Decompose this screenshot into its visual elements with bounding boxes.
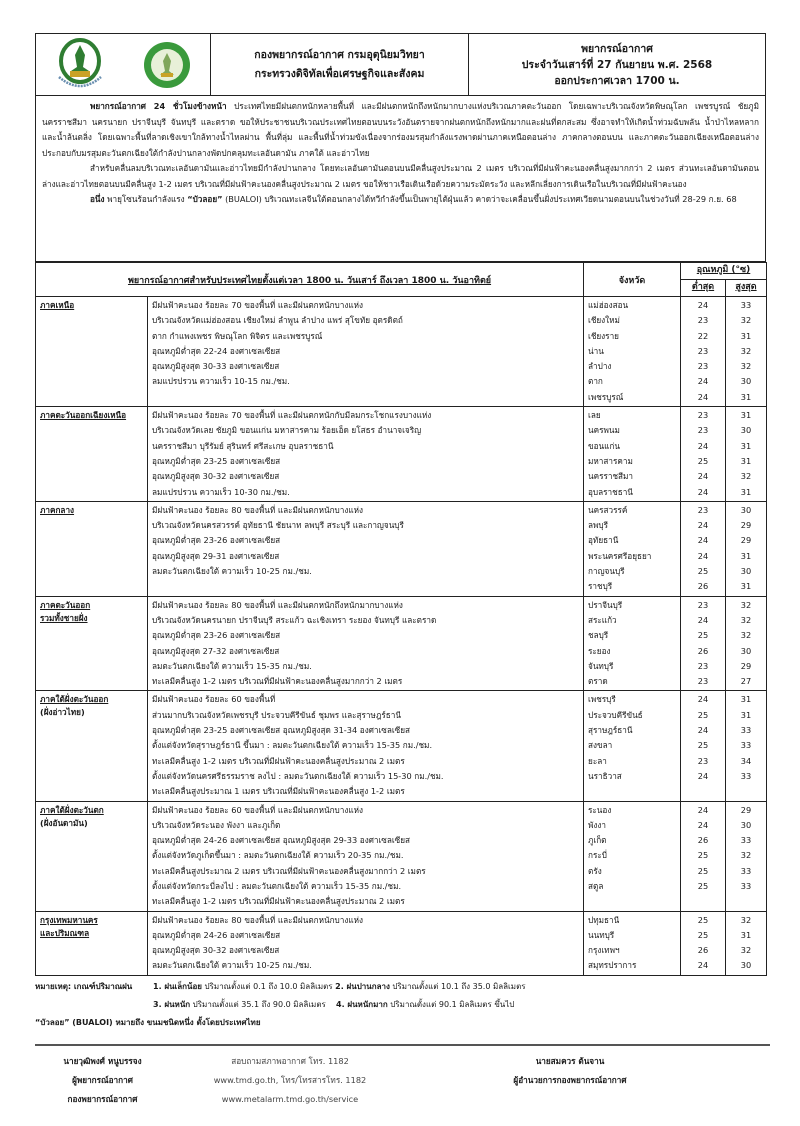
forecast-line: ลมตะวันตกเฉียงใต้ ความเร็ว 15-35 กม./ชม.: [152, 660, 312, 671]
forecaster-role: ผู้พยากรณ์อากาศ: [72, 1075, 133, 1085]
min-header: ต่ำสุด: [681, 280, 726, 297]
max-temp: 33: [740, 835, 752, 846]
forecast-summary: [35, 96, 766, 262]
ministry-logo: [142, 39, 192, 91]
province-list: [584, 501, 681, 596]
min-temp-list: [681, 911, 726, 975]
min-temp: 22: [697, 330, 709, 341]
forecast-line: อุณหภูมิต่ำสุด 23-26 องศาเซลเซียส: [152, 535, 281, 546]
forecast-line: บริเวณจังหวัดระนอง พังงา และภูเก็ต: [152, 819, 281, 830]
forecast-line: มีฝนฟ้าคะนอง ร้อยละ 80 ของพื้นที่ และมีฝนตกหนักบางแห่ง: [152, 914, 364, 925]
province-name: สุราษฎร์ธานี: [588, 725, 633, 736]
forecast-line: ตั้งแต่จังหวัดสุราษฎร์ธานี ขึ้นมา : ลมตะวันตกเฉียงใต้ ความเร็ว 15-35 กม./ชม.: [152, 740, 433, 751]
max-temp: 30: [740, 645, 752, 656]
rain-level-1-text: ปริมาณตั้งแต่ 0.1 ถึง 10.0 มิลลิเมตร: [202, 981, 336, 991]
forecast-line: มีฝนฟ้าคะนอง ร้อยละ 70 ของพื้นที่ และมีฝนตกหนักกับมีลมกระโชกแรงบางแห่ง: [152, 410, 432, 421]
region-forecast: [148, 407, 584, 502]
max-temp: 32: [740, 630, 752, 641]
min-temp: 24: [697, 520, 709, 531]
rain-level-2: 2. ฝนปานกลาง: [335, 981, 390, 991]
region-forecast: [148, 596, 584, 691]
province-name: นครราชสีมา: [588, 471, 634, 482]
forecast-line: บริเวณจังหวัดนครสวรรค์ อุทัยธานี ชัยนาท ลพบุรี สระบุรี และกาญจนบุรี: [152, 520, 404, 531]
province-name: กาญจนบุรี: [588, 566, 625, 577]
region-name: ภาคใต้ฝั่งตะวันตก: [40, 804, 104, 815]
region-cell: [36, 596, 148, 691]
min-temp: 23: [697, 599, 709, 610]
province-list: [584, 297, 681, 407]
province-list: [584, 596, 681, 691]
min-temp: 24: [697, 550, 709, 561]
region-row: [36, 297, 767, 407]
forecast-line: ลมตะวันตกเฉียงใต้ ความเร็ว 10-25 กม./ชม.: [152, 960, 312, 971]
rain-level-3: 3. ฝนหนัก: [153, 999, 191, 1009]
forecast-line: อุณหภูมิต่ำสุด 23-25 องศาเซลเซียส: [152, 455, 281, 466]
rain-level-3-text: ปริมาณตั้งแต่ 35.1 ถึง 90.0 มิลลิเมตร: [190, 999, 326, 1009]
province-name: ภูเก็ต: [588, 835, 607, 846]
max-temp: 32: [740, 471, 752, 482]
forecast-line: ตั้งแต่จังหวัดนครศรีธรรมราช ลงไป : ลมตะวันตกเฉียงใต้ ความเร็ว 15-30 กม./ชม.: [152, 770, 444, 781]
region-row: [36, 596, 767, 691]
min-temp: 23: [697, 361, 709, 372]
region-cell: [36, 801, 148, 911]
min-temp: 24: [697, 819, 709, 830]
forecast-line: บริเวณจังหวัดแม่ฮ่องสอน เชียงใหม่ ลำพูน ลำปาง แพร่ สุโขทัย อุตรดิตถ์: [152, 315, 403, 326]
max-temp: 30: [740, 819, 752, 830]
max-temp-list: [726, 691, 767, 801]
region-forecast: [148, 297, 584, 407]
min-temp: 24: [697, 770, 709, 781]
forecast-line: อุณหภูมิสูงสุด 27-32 องศาเซลเซียส: [152, 645, 280, 656]
max-temp: 31: [740, 455, 752, 466]
max-temp: 31: [740, 440, 752, 451]
forecast-line: ทะเลมีคลื่นสูง 1-2 เมตร บริเวณที่มีฝนฟ้าคะนองคลื่นสูงประมาณ 2 เมตร: [152, 755, 405, 766]
max-temp: 31: [740, 581, 752, 592]
region-row: [36, 911, 767, 975]
min-temp: 24: [697, 486, 709, 497]
min-temp: 23: [697, 345, 709, 356]
max-temp: 30: [740, 504, 752, 515]
forecaster-name: นายวุฒิพงศ์ หนูบรรจง: [63, 1056, 142, 1066]
province-list: [584, 407, 681, 502]
forecast-line: ทะเลมีคลื่นสูงประมาณ 2 เมตร บริเวณที่มีฝนฟ้าคะนองคลื่นสูงมากกว่า 2 เมตร: [152, 865, 426, 876]
min-temp: 25: [697, 914, 709, 925]
province-name: สงขลา: [588, 740, 613, 751]
min-temp-list: [681, 407, 726, 502]
min-temp: 23: [697, 676, 709, 687]
contact-website[interactable]: www.tmd.go.th, โทร/โทรสารโทร. 1182: [213, 1075, 367, 1085]
region-subname: และปริมณฑล: [40, 927, 90, 938]
min-temp: 23: [697, 504, 709, 515]
province-name: ตราด: [588, 676, 608, 687]
province-name: จันทบุรี: [588, 660, 614, 671]
province-name: ปราจีนบุรี: [588, 599, 623, 610]
min-temp: 24: [697, 694, 709, 705]
storm-definition: ขนมชนิดหนึ่ง ตั้งโดยประเทศไทย: [143, 1017, 261, 1027]
forecast-line: ลมแปรปรวน ความเร็ว 10-15 กม./ชม.: [152, 376, 290, 387]
director-name: นายสมควร ต้นจาน: [535, 1056, 605, 1066]
province-list: [584, 911, 681, 975]
region-cell: [36, 297, 148, 407]
min-temp-list: [681, 297, 726, 407]
region-cell: [36, 911, 148, 975]
rain-level-2-text: ปริมาณตั้งแต่ 10.1 ถึง 35.0 มิลลิเมตร: [389, 981, 526, 991]
forecast-line: อุณหภูมิสูงสุด 30-32 องศาเซลเซียส: [152, 471, 280, 482]
forecast-line: ตั้งแต่จังหวัดภูเก็ตขึ้นมา : ลมตะวันตกเฉียงใต้ ความเร็ว 20-35 กม./ชม.: [152, 850, 404, 861]
temperature-header: อุณหภูมิ (°ซ): [681, 263, 767, 280]
region-forecast: [148, 691, 584, 801]
region-name: ภาคตะวันออก: [40, 599, 91, 610]
region-name: ภาคใต้ฝั่งตะวันออก: [40, 694, 109, 705]
region-row: [36, 691, 767, 801]
min-temp: 24: [697, 391, 709, 402]
region-forecast: [148, 801, 584, 911]
min-temp: 24: [697, 376, 709, 387]
max-temp: 33: [740, 300, 752, 310]
min-temp: 25: [697, 880, 709, 891]
forecast-line: อุณหภูมิต่ำสุด 24-26 องศาเซลเซียส อุณหภูมิสูงสุด 29-33 องศาเซลเซียส: [152, 835, 411, 846]
doc-title: พยากรณ์อากาศ: [581, 42, 653, 55]
min-temp: 25: [697, 865, 709, 876]
province-name: ระนอง: [588, 804, 612, 815]
min-temp: 23: [697, 410, 709, 421]
province-name: นนทบุรี: [588, 929, 615, 940]
forecast-line: บริเวณจังหวัดนครนายก ปราจีนบุรี สระแก้ว ฉะเชิงเทรา ระยอง จันทบุรี และตราด: [152, 614, 437, 625]
forecast-line: มีฝนฟ้าคะนอง ร้อยละ 60 ของพื้นที่ และมีฝนตกหนักบางแห่ง: [152, 804, 364, 815]
province-list: [584, 691, 681, 801]
max-temp: 33: [740, 740, 752, 751]
min-temp: 24: [697, 614, 709, 625]
region-row: [36, 501, 767, 596]
max-temp: 29: [740, 535, 752, 546]
max-temp: 34: [740, 755, 752, 766]
province-name: เลย: [588, 410, 601, 421]
region-name: ภาคเหนือ: [40, 300, 75, 310]
director-role: ผู้อำนวยการกองพยากรณ์อากาศ: [513, 1075, 627, 1085]
region-cell: [36, 691, 148, 801]
signature-footer: [35, 1044, 770, 1109]
province-name: เชียงใหม่: [588, 315, 620, 326]
min-temp: 26: [697, 645, 709, 656]
region-row: [36, 407, 767, 502]
province-name: ปทุมธานี: [588, 914, 620, 925]
max-temp: 33: [740, 865, 752, 876]
province-name: เชียงราย: [588, 330, 619, 341]
forecast-line: ทะเลมีคลื่นสูง 1-2 เมตร บริเวณที่มีฝนฟ้าคะนองคลื่นสูงมากกว่า 2 เมตร: [152, 676, 403, 687]
max-temp-list: [726, 501, 767, 596]
max-temp: 31: [740, 410, 752, 421]
storm-name: “บัวลอย”: [187, 194, 223, 204]
min-temp: 24: [697, 960, 709, 971]
max-temp: 32: [740, 850, 752, 861]
min-temp-list: [681, 691, 726, 801]
province-name: ลำปาง: [588, 361, 612, 372]
max-temp-list: [726, 407, 767, 502]
province-name: กระบี่: [588, 850, 607, 861]
max-temp: 31: [740, 709, 752, 720]
region-forecast: [148, 501, 584, 596]
contact-phone: สอบถามสภาพอากาศ โทร. 1182: [231, 1056, 349, 1066]
region-name: ภาคกลาง: [40, 504, 75, 515]
forecast-line: มีฝนฟ้าคะนอง ร้อยละ 60 ของพื้นที่: [152, 694, 276, 705]
forecast-line: มีฝนฟ้าคะนอง ร้อยละ 80 ของพื้นที่ และมีฝนตกหนักถึงหนักมากบางแห่ง: [152, 599, 403, 610]
province-name: มหาสารคาม: [588, 455, 633, 466]
forecast-line: ทะเลมีคลื่นสูง 1-2 เมตร บริเวณที่มีฝนฟ้าคะนองคลื่นสูงประมาณ 2 เมตร: [152, 896, 405, 907]
province-name: กรุงเทพฯ: [588, 945, 620, 956]
region-subname: (ฝั่งอ่าวไทย): [40, 707, 85, 718]
max-temp-list: [726, 297, 767, 407]
province-name: ชลบุรี: [588, 630, 609, 641]
province-name: แม่ฮ่องสอน: [588, 300, 629, 310]
province-name: อุทัยธานี: [588, 535, 619, 546]
forecast-line: ลมแปรปรวน ความเร็ว 10-30 กม./ชม.: [152, 486, 290, 497]
forecast-line: อุณหภูมิต่ำสุด 23-26 องศาเซลเซียส: [152, 630, 281, 641]
max-temp: 30: [740, 566, 752, 577]
region-name: ภาคตะวันออกเฉียงเหนือ: [40, 410, 127, 421]
forecast-line: อุณหภูมิต่ำสุด 22-24 องศาเซลเซียส: [152, 345, 281, 356]
forecaster-dept: กองพยากรณ์อากาศ: [67, 1094, 138, 1104]
org-line-2: กระทรวงดิจิทัลเพื่อเศรษฐกิจและสังคม: [254, 67, 425, 80]
region-cell: [36, 407, 148, 502]
province-name: นครสวรรค์: [588, 504, 628, 515]
province-name: สระแก้ว: [588, 614, 617, 625]
max-temp: 30: [740, 376, 752, 387]
max-temp: 31: [740, 391, 752, 402]
forecast-line: อุณหภูมิต่ำสุด 24-26 องศาเซลเซียส: [152, 929, 281, 940]
storm-name-note: “บัวลอย” (BUALOI) หมายถึง: [35, 1017, 144, 1027]
province-name: ลพบุรี: [588, 520, 609, 531]
min-temp: 24: [697, 725, 709, 736]
min-temp: 23: [697, 315, 709, 326]
document-header: [35, 33, 766, 96]
max-temp: 33: [740, 725, 752, 736]
max-temp: 30: [740, 425, 752, 436]
min-temp-list: [681, 801, 726, 911]
min-temp: 25: [697, 740, 709, 751]
province-name: สมุทรปราการ: [588, 960, 637, 971]
forecast-line: บริเวณจังหวัดเลย ชัยภูมิ ขอนแก่น มหาสารคาม ร้อยเอ็ด ยโสธร อำนาจเจริญ: [152, 425, 422, 436]
region-subname: (ฝั่งอันดามัน): [40, 817, 88, 828]
max-temp: 31: [740, 694, 752, 705]
region-forecast: [148, 911, 584, 975]
min-temp: 25: [697, 929, 709, 940]
max-temp: 29: [740, 804, 752, 815]
forecast-line: มีฝนฟ้าคะนอง ร้อยละ 70 ของพื้นที่ และมีฝนตกหนักบางแห่ง: [152, 300, 364, 310]
storm-text-b: (BUALOI) บริเวณทะเลจีนใต้ตอนกลางได้ทวีกำลังขึ้นเป็นพายุไต้ฝุ่นแล้ว คาดว่าจะเคลื่อนขึ้นฝั่งประเทศเวียดนามตอนบนในช่วงวันที่ 28-29 ก.ย. 68: [222, 194, 737, 204]
rain-level-4-text: ปริมาณตั้งแต่ 90.1 มิลลิเมตร ขึ้นไป: [387, 999, 515, 1009]
forecast-line: ทะเลมีคลื่นสูงประมาณ 1 เมตร บริเวณที่มีฝนฟ้าคะนองคลื่นสูง 1-2 เมตร: [152, 786, 405, 797]
regional-forecast-table: [35, 262, 767, 976]
region-row: [36, 801, 767, 911]
min-temp: 24: [697, 471, 709, 482]
forecast-line: มีฝนฟ้าคะนอง ร้อยละ 80 ของพื้นที่ และมีฝนตกหนักบางแห่ง: [152, 504, 364, 515]
province-name: เพชรบุรี: [588, 694, 616, 705]
rain-level-4: 4. ฝนหนักมาก: [336, 999, 388, 1009]
max-temp-list: [726, 911, 767, 975]
forecast-line: อุณหภูมิต่ำสุด 23-25 องศาเซลเซียส อุณหภูมิสูงสุด 31-34 องศาเซลเซียส: [152, 725, 411, 736]
max-temp: 31: [740, 486, 752, 497]
max-temp-list: [726, 596, 767, 691]
min-temp: 26: [697, 945, 709, 956]
max-temp: 32: [740, 315, 752, 326]
province-name: ราชบุรี: [588, 581, 613, 592]
summary-text: ประเทศไทยมีฝนตกหนักหลายพื้นที่ และมีฝนตกหนักถึงหนักมากบางแห่งบริเวณภาคตะวันออก โดยเฉพาะบริเวณจังหวัดพิษณุโลก เพชรบูรณ์ ชัยภูมิ นครราชสีมา นครนายก ปราจีนบุรี จันทบุรี และตราด ขอให้ประชาชนบริเวณประเทศไทยตอนบนระวังอันตรายจากฝนตกหนักถึงหนักมากและฝนที่ตกสะสม ซึ่งอาจทำให้เกิดน้ำท่วมฉับพลัน น้ำป่าไหลหลาก และน้ำล้นตลิ่ง โดยเฉพาะพื้นที่ลาดเชิงเขาใกล้ทางน้ำไหลผ่าน พื้นที่ลุ่ม และพื้นที่น้ำท่วมขังเนื่องจากร่องมรสุมกำลังแรงพาดผ่านภาคเหนือตอนล่าง ภาคกลางตอนบน และภาคตะวันออกเฉียงเหนือตอนล่าง ประกอบกับมรสุมตะวันตกเฉียงใต้กำลังปานกลางพัดปกคลุมทะเลอันดามัน ภาคใต้ และอ่าวไทย: [42, 101, 759, 158]
contact-service-link[interactable]: www.metalarm.tmd.go.th/service: [221, 1094, 359, 1104]
province-name: น่าน: [588, 345, 604, 356]
province-name: พระนครศรีอยุธยา: [588, 550, 652, 561]
max-temp: 32: [740, 599, 752, 610]
region-cell: [36, 501, 148, 596]
min-temp: 24: [697, 440, 709, 451]
min-temp: 25: [697, 630, 709, 641]
province-name: อุบลราชธานี: [588, 486, 633, 497]
forecast-line: นครราชสีมา บุรีรัมย์ สุรินทร์ ศรีสะเกษ อุบลราชธานี: [152, 440, 334, 451]
province-name: สตูล: [588, 880, 604, 891]
min-temp: 26: [697, 581, 709, 592]
max-temp: 31: [740, 550, 752, 561]
forecast-line: ส่วนมากบริเวณจังหวัดเพชรบุรี ประจวบคีรีขันธ์ ชุมพร และสุราษฎร์ธานี: [152, 709, 401, 720]
max-temp: 31: [740, 330, 752, 341]
province-name: ตรัง: [588, 865, 602, 876]
note-heading: อนึ่ง: [90, 194, 105, 204]
max-temp: 29: [740, 520, 752, 531]
forecast-line: ตาก กำแพงเพชร พิษณุโลก พิจิตร และเพชรบูรณ์: [152, 330, 323, 341]
min-temp: 25: [697, 850, 709, 861]
forecast-line: อุณหภูมิสูงสุด 30-32 องศาเซลเซียส: [152, 945, 280, 956]
table-title: พยากรณ์อากาศสำหรับประเทศไทยตั้งแต่เวลา 1800 น. วันเสาร์ ถึงเวลา 1800 น. วันอาทิตย์: [36, 263, 584, 297]
max-temp: 32: [740, 614, 752, 625]
max-temp: 27: [740, 676, 752, 687]
max-temp: 31: [740, 929, 752, 940]
rain-criteria-notes: [35, 978, 766, 1032]
max-temp: 29: [740, 660, 752, 671]
min-temp: 23: [697, 425, 709, 436]
min-temp: 24: [697, 804, 709, 815]
wave-text: สำหรับคลื่นลมบริเวณทะเลอันดามันและอ่าวไทยมีกำลังปานกลาง โดยทะเลอันดามันตอนบนมีคลื่นสูงประมาณ 2 เมตร บริเวณที่มีฝนฟ้าคะนองคลื่นสูงมากกว่า 2 เมตร ส่วนทะเลอันดามันตอนล่างและอ่าวไทยตอนบนมีคลื่นสูง 1-2 เมตร บริเวณที่มีฝนฟ้าคะนองคลื่นสูงประมาณ 2 เมตร ขอให้ชาวเรือเดินเรือด้วยความระมัดระวัง และหลีกเลี่ยงการเดินเรือในบริเวณที่มีฝนฟ้าคะนอง: [42, 163, 759, 189]
min-temp-list: [681, 501, 726, 596]
min-temp: 24: [697, 300, 709, 310]
province-name: นราธิวาส: [588, 770, 622, 781]
forecast-document: [35, 33, 766, 1032]
max-temp: 32: [740, 945, 752, 956]
min-temp: 23: [697, 755, 709, 766]
province-name: ตาก: [588, 376, 603, 387]
forecast-line: ตั้งแต่จังหวัดกระบี่ลงไป : ลมตะวันตกเฉียงใต้ ความเร็ว 15-35 กม./ชม.: [152, 880, 402, 891]
org-line-1: กองพยากรณ์อากาศ กรมอุตุนิยมวิทยา: [254, 48, 425, 61]
min-temp: 24: [697, 535, 709, 546]
max-header: สูงสุด: [726, 280, 767, 297]
max-temp-list: [726, 801, 767, 911]
rain-level-1: 1. ฝนเล็กน้อย: [153, 981, 202, 991]
min-temp-list: [681, 596, 726, 691]
max-temp: 32: [740, 361, 752, 372]
doc-issued: ออกประกาศเวลา 1700 น.: [554, 74, 680, 87]
doc-date: ประจำวันเสาร์ที่ 27 กันยายน พ.ศ. 2568: [521, 58, 713, 71]
tmd-logo: [55, 37, 105, 93]
max-temp: 32: [740, 914, 752, 925]
region-name: กรุงเทพมหานคร: [40, 914, 98, 925]
forecast-line: อุณหภูมิสูงสุด 30-33 องศาเซลเซียส: [152, 361, 280, 372]
region-subname: รวมทั้งชายฝั่ง: [40, 612, 88, 623]
min-temp: 26: [697, 835, 709, 846]
province-name: ประจวบคีรีขันธ์: [588, 709, 643, 720]
max-temp: 32: [740, 345, 752, 356]
org-cell: [211, 34, 469, 95]
province-list: [584, 801, 681, 911]
max-temp: 33: [740, 880, 752, 891]
province-name: ยะลา: [588, 755, 607, 766]
province-name: นครพนม: [588, 425, 620, 436]
max-temp: 30: [740, 960, 752, 971]
summary-heading: พยากรณ์อากาศ 24 ชั่วโมงข้างหน้า: [90, 101, 227, 111]
title-cell: [469, 34, 765, 95]
logos-cell: [36, 34, 211, 95]
notes-label: หมายเหตุ: เกณฑ์ปริมาณฝน: [35, 981, 133, 991]
storm-text-a: พายุโซนร้อนกำลังแรง: [104, 194, 188, 204]
province-name: เพชรบูรณ์: [588, 391, 624, 402]
province-name: พังงา: [588, 819, 607, 830]
min-temp: 25: [697, 709, 709, 720]
province-name: ระยอง: [588, 645, 611, 656]
min-temp: 23: [697, 660, 709, 671]
forecast-line: อุณหภูมิสูงสุด 29-31 องศาเซลเซียส: [152, 550, 280, 561]
forecast-line: ลมตะวันตกเฉียงใต้ ความเร็ว 10-25 กม./ชม.: [152, 566, 312, 577]
max-temp: 33: [740, 770, 752, 781]
province-name: ขอนแก่น: [588, 440, 620, 451]
min-temp: 25: [697, 455, 709, 466]
province-header: จังหวัด: [584, 263, 681, 297]
min-temp: 25: [697, 566, 709, 577]
